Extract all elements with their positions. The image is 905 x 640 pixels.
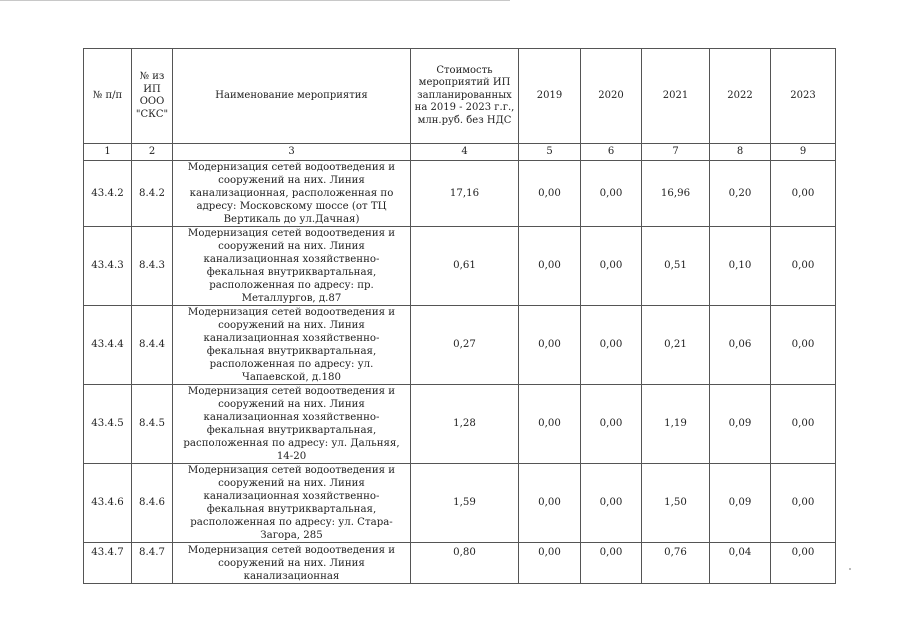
row-number: 43.4.2: [84, 161, 132, 227]
header-year-2021: 2021: [642, 49, 710, 144]
value-2023: 0,00: [771, 464, 836, 543]
value-2022: 0,04: [710, 543, 771, 584]
value-2020: 0,00: [581, 385, 642, 464]
ip-number: 8.4.5: [132, 385, 173, 464]
value-2021: 0,51: [642, 227, 710, 306]
value-2021: 1,50: [642, 464, 710, 543]
column-number: 9: [771, 144, 836, 161]
value-2022: 0,20: [710, 161, 771, 227]
measure-name: Модернизация сетей водоотведения и сооружений на них. Линия канализационная: [173, 543, 411, 584]
ip-number: 8.4.3: [132, 227, 173, 306]
column-number: 4: [411, 144, 519, 161]
value-2020: 0,00: [581, 464, 642, 543]
table-row: [84, 464, 836, 543]
value-2023: 0,00: [771, 385, 836, 464]
value-2021: 1,19: [642, 385, 710, 464]
header-ip-number: № из ИП ООО "СКС": [132, 49, 173, 144]
ip-number: 8.4.2: [132, 161, 173, 227]
cost-value: 0,27: [411, 306, 519, 385]
header-row-number: № п/п: [84, 49, 132, 144]
row-number: 43.4.6: [84, 464, 132, 543]
table-row: [84, 385, 836, 464]
header-cost: Стоимость мероприятий ИП запланированных на 2019 - 2023 г.г., млн.руб. без НДС: [411, 49, 519, 144]
row-number: 43.4.7: [84, 543, 132, 584]
header-measure-name: Наименование мероприятия: [173, 49, 411, 144]
value-2021: 0,76: [642, 543, 710, 584]
value-2023: 0,00: [771, 543, 836, 584]
ip-number: 8.4.4: [132, 306, 173, 385]
value-2020: 0,00: [581, 306, 642, 385]
cost-value: 0,61: [411, 227, 519, 306]
column-number: 1: [84, 144, 132, 161]
column-number: 8: [710, 144, 771, 161]
column-number: 5: [519, 144, 581, 161]
value-2023: 0,00: [771, 161, 836, 227]
ip-number: 8.4.7: [132, 543, 173, 584]
value-2020: 0,00: [581, 227, 642, 306]
value-2019: 0,00: [519, 543, 581, 584]
scan-speck: [849, 568, 851, 570]
cost-value: 1,59: [411, 464, 519, 543]
value-2019: 0,00: [519, 306, 581, 385]
table-row: [84, 306, 836, 385]
value-2019: 0,00: [519, 227, 581, 306]
investment-program-table: [83, 48, 836, 584]
value-2021: 16,96: [642, 161, 710, 227]
value-2022: 0,06: [710, 306, 771, 385]
value-2019: 0,00: [519, 464, 581, 543]
row-number: 43.4.3: [84, 227, 132, 306]
column-number-row: [84, 144, 836, 161]
measure-name: Модернизация сетей водоотведения и сооружений на них. Линия канализационная хозяйственно-фекальная внутриквартальная, расположенная по адресу: пр. Металлургов, д.87: [173, 227, 411, 306]
value-2021: 0,21: [642, 306, 710, 385]
table-row: [84, 227, 836, 306]
header-year-2023: 2023: [771, 49, 836, 144]
header-year-2019: 2019: [519, 49, 581, 144]
value-2022: 0,10: [710, 227, 771, 306]
ip-number: 8.4.6: [132, 464, 173, 543]
header-year-2020: 2020: [581, 49, 642, 144]
value-2020: 0,00: [581, 543, 642, 584]
measure-name: Модернизация сетей водоотведения и сооружений на них. Линия канализационная, расположенная по адресу: Московскому шоссе (от ТЦ Вертикаль до ул.Дачная): [173, 161, 411, 227]
column-number: 3: [173, 144, 411, 161]
top-scan-rule: [0, 0, 510, 1]
table-row: [84, 543, 836, 584]
value-2020: 0,00: [581, 161, 642, 227]
value-2022: 0,09: [710, 385, 771, 464]
measure-name: Модернизация сетей водоотведения и сооружений на них. Линия канализационная хозяйственно-фекальная внутриквартальная, расположенная по адресу: ул. Стара-Загора, 285: [173, 464, 411, 543]
row-number: 43.4.5: [84, 385, 132, 464]
row-number: 43.4.4: [84, 306, 132, 385]
column-number: 7: [642, 144, 710, 161]
table-row: [84, 161, 836, 227]
header-year-2022: 2022: [710, 49, 771, 144]
measure-name: Модернизация сетей водоотведения и сооружений на них. Линия канализационная хозяйственно-фекальная внутриквартальная, расположенная по адресу: ул. Дальняя, 14-20: [173, 385, 411, 464]
value-2019: 0,00: [519, 385, 581, 464]
column-number: 6: [581, 144, 642, 161]
value-2023: 0,00: [771, 306, 836, 385]
column-number: 2: [132, 144, 173, 161]
cost-value: 1,28: [411, 385, 519, 464]
value-2023: 0,00: [771, 227, 836, 306]
value-2019: 0,00: [519, 161, 581, 227]
header-row: [84, 49, 836, 144]
cost-value: 17,16: [411, 161, 519, 227]
measure-name: Модернизация сетей водоотведения и сооружений на них. Линия канализационная хозяйственно-фекальная внутриквартальная, расположенная по адресу: ул. Чапаевской, д.180: [173, 306, 411, 385]
cost-value: 0,80: [411, 543, 519, 584]
value-2022: 0,09: [710, 464, 771, 543]
